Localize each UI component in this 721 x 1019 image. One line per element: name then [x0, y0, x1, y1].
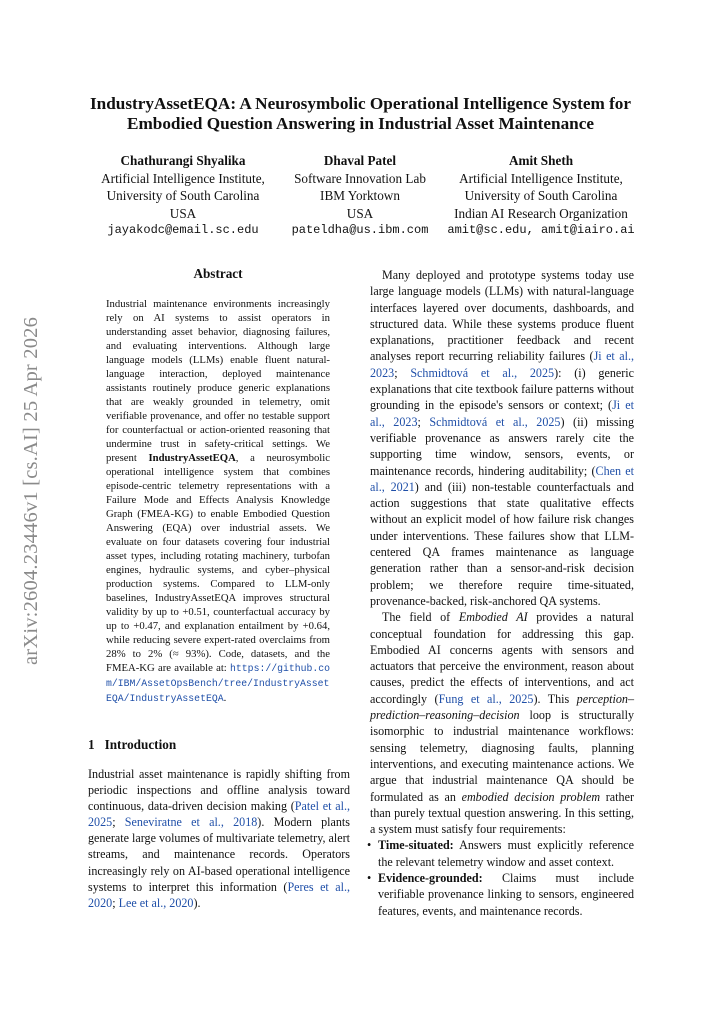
author-affiliation: USA	[346, 205, 374, 221]
citation-link[interactable]: Schmidtová et al., 2025	[429, 414, 561, 429]
emphasis: perception–prediction–reasoning–decision	[370, 691, 634, 723]
body-text: Many deployed and prototype systems today use large language models (LLMs) with natural-language interfaces layered over documents, dashboards, and structured data. While these systems produce fluent explanations, practitioner feedback and recent analyses report recurring reliability failures (	[370, 268, 634, 364]
citation-link[interactable]: Chen et al., 2021	[370, 463, 634, 494]
requirement-label: Evidence-grounded:	[378, 870, 483, 885]
abstract-heading: Abstract	[193, 266, 243, 281]
body-text: ;	[394, 365, 411, 380]
citation-link[interactable]: Ji et al., 2023	[370, 398, 634, 429]
author-affiliation: University of South Carolina	[464, 188, 618, 203]
list-item	[370, 837, 634, 870]
author-affiliation: Indian AI Research Organization	[454, 205, 628, 221]
emphasis: Embodied AI	[458, 610, 528, 625]
author-email[interactable]: amit@sc.edu, amit@iairo.ai	[447, 223, 635, 237]
author-affiliation: Software Innovation Lab	[294, 170, 426, 186]
author-affiliation: Artificial Intelligence Institute,	[459, 170, 623, 186]
body-text: ) and (iii) non-testable counterfactuals and action suggestions that state qualitative effects without an explicit model of how failure risk changes under interventions. These failures show that LLM-centered QA frames maintenance as language generation rather than a sensor-and-risk decision problem; we therefore require time-situated, provenance-backed, risk-anchored QA systems.	[370, 479, 634, 608]
body-text: ;	[112, 895, 119, 910]
author-name: Amit Sheth	[508, 153, 574, 168]
abstract-text: .	[223, 692, 227, 704]
paper-title: IndustryAssetEQA: A Neurosymbolic Operational Intelligence System for Embodied Question Answering in Industrial Asset Maintenance	[89, 94, 632, 133]
section-number: 1	[88, 737, 95, 752]
author-name: Chathurangi Shyalika	[120, 153, 246, 168]
citation-link[interactable]: Schmidtová et al., 2025	[410, 365, 555, 380]
body-text: The field of	[382, 610, 459, 625]
citation-link[interactable]: Ji et al., 2023	[370, 349, 634, 380]
body-text: ;	[112, 815, 125, 830]
author-email[interactable]: pateldha@us.ibm.com	[291, 223, 429, 237]
author-block	[443, 152, 639, 240]
intro-paragraph	[88, 766, 350, 911]
body-paragraph	[370, 609, 634, 837]
citation-link[interactable]: Fung et al., 2025	[438, 691, 534, 706]
section-title: Introduction	[104, 737, 177, 752]
body-text: Industrial asset maintenance is rapidly shifting from periodic inspections and offline analysis toward continuous, data-driven decision making (	[88, 767, 350, 814]
author-affiliation: Artificial Intelligence Institute,	[101, 170, 265, 186]
citation-link[interactable]: Seneviratne et al., 2018	[124, 815, 258, 830]
author-name: Dhaval Patel	[323, 153, 397, 168]
system-name: IndustryAssetEQA	[148, 452, 236, 464]
body-text: ). Modern plants generate large volumes of multivariate telemetry, alert streams, and maintenance records. Operators increasingly rely on AI-based operational intelligence systems to interpret this information (	[88, 815, 350, 894]
requirement-text: Claims must include verifiable provenance linking to sensors, engineered features, events, and maintenance records.	[378, 870, 634, 918]
emphasis: embodied decision problem	[461, 789, 601, 804]
body-text: provides a natural conceptual foundation for addressing this gap. Embodied AI concerns agents with sensors and actuators that perceive the environment, reason about causes, predict the effects of interventions, and act accordingly (	[370, 610, 634, 706]
abstract-body	[106, 297, 330, 706]
code-link[interactable]: https://github.com/IBM/AssetOpsBench/tree/IndustryAssetEQA/IndustryAssetEQA	[106, 663, 330, 704]
author-block	[83, 152, 283, 240]
author-block	[280, 152, 440, 240]
right-column	[370, 267, 634, 919]
author-affiliation: University of South Carolina	[106, 188, 260, 203]
body-text: ).	[193, 895, 201, 910]
abstract-text: Industrial maintenance environments increasingly rely on AI systems to assist operators in understanding asset behavior, diagnosing failures, and evaluating interventions. Although large language models (LLMs) enable fluent natural-language interaction, deployed maintenance assistants routinely produce generic explanations that are weakly grounded in telemetry, omit verifiable provenance, and offer no testable support for counterfactual or action-oriented reasoning that undermine trust in safety-critical settings. We present	[106, 298, 330, 464]
citation-link[interactable]: Peres et al., 2020	[88, 879, 350, 910]
body-text: rather than purely textual question answering. In this setting, a system must satisfy four requirements:	[370, 789, 634, 837]
author-email[interactable]: jayakodc@email.sc.edu	[107, 223, 259, 237]
arxiv-identifier: arXiv:2604.23446v1 [cs.AI] 25 Apr 2026	[20, 316, 42, 665]
requirement-text: Answers must explicitly reference the relevant telemetry window and asset context.	[378, 838, 634, 869]
abstract-text: , a neurosymbolic operational intelligence system that combines episode-centric telemetry representations with a Failure Mode and Effects Analysis Knowledge Graph (FMEA-KG) to enable Embodied Question Answering (EQA) over industrial assets. We evaluate on four datasets covering four industrial asset types, including rotating machinery, turbofan engines, hydraulic systems, and cyber–physical production systems. Compared to LLM-only baselines, IndustryAssetEQA improves structural validity by up to +0.51, counterfactual accuracy by up to +0.47, and explanation entailment by +0.64, while reducing severe expert-rated overclaims from 28% to 2% (≈ 93%). Code, datasets, and the FMEA-KG are available at:	[106, 452, 330, 674]
author-affiliation: IBM Yorktown	[320, 188, 400, 203]
citation-link[interactable]: Lee et al., 2020	[118, 895, 194, 910]
body-paragraph	[370, 267, 634, 609]
section-heading-introduction	[88, 737, 176, 753]
body-text: ). This	[533, 691, 577, 706]
author-affiliation: USA	[169, 205, 197, 221]
body-text: ;	[417, 414, 430, 429]
citation-link[interactable]: Patel et al., 2025	[88, 799, 350, 830]
body-text: loop is structurally isomorphic to industrial maintenance workflows: sensing telemetry, diagnosing faults, planning interventions, and executing maintenance actions. We argue that industrial maintenance QA should be formulated as an	[370, 708, 634, 804]
list-item	[370, 870, 634, 919]
body-text: ): (i) generic explanations that cite textbook failure patterns without grounding in the episode's sensors or context; (	[370, 365, 634, 413]
body-text: ) (ii) missing verifiable provenance as answers rarely cite the supporting time window, sensors, events, or maintenance records, hindering auditability; (	[370, 414, 634, 478]
requirement-label: Time-situated:	[378, 838, 454, 853]
requirements-list	[370, 837, 634, 918]
